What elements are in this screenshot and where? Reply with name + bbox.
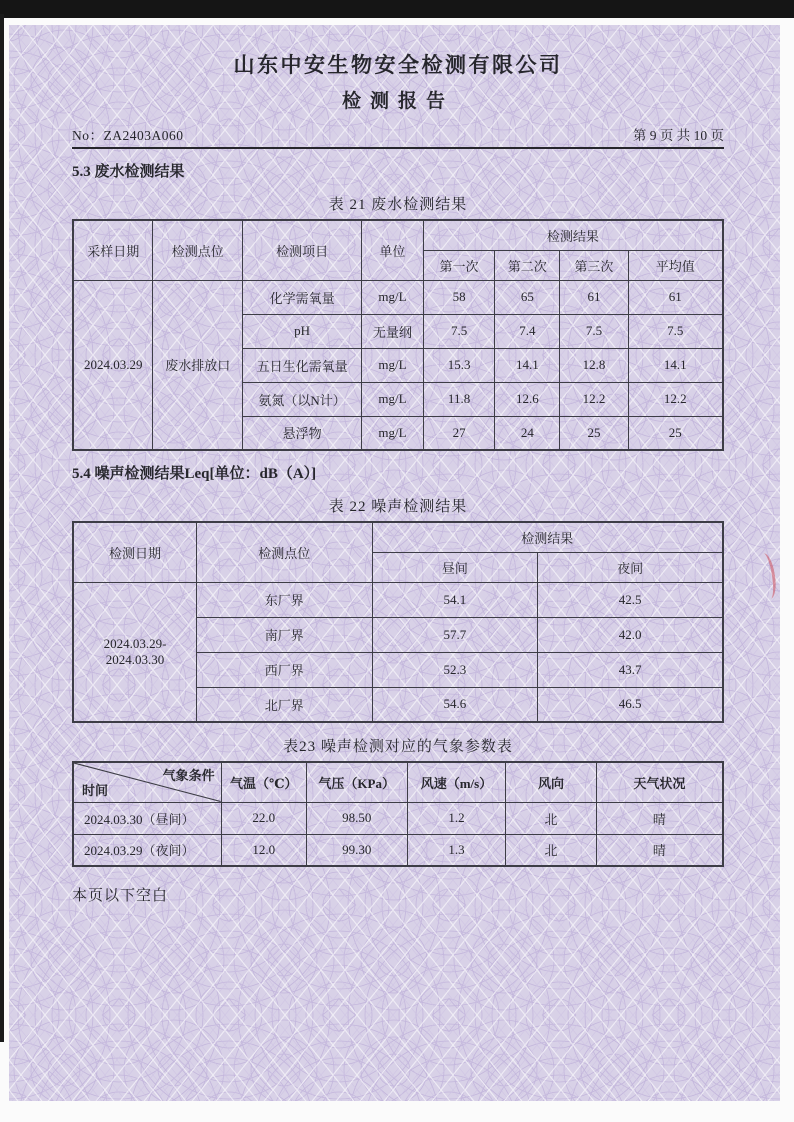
t21-r1: 15.3	[423, 348, 495, 382]
t21-unit: mg/L	[362, 280, 424, 314]
t21-avg: 61	[628, 280, 723, 314]
t23-h-weather-condition: 气象条件	[162, 768, 215, 783]
t21-item: 五日生化需氧量	[243, 348, 362, 382]
t23-temp: 22.0	[221, 802, 306, 834]
table23-header-row	[73, 762, 723, 802]
t21-r2: 12.6	[495, 382, 560, 416]
table-row	[73, 280, 723, 314]
t21-r1: 58	[423, 280, 495, 314]
t22-day: 54.6	[372, 687, 538, 722]
table-row	[73, 802, 723, 834]
t21-item: pH	[243, 314, 362, 348]
report-number-value: ZA2403A060	[103, 128, 184, 143]
t23-weather: 晴	[596, 834, 723, 866]
t21-h-sample-date: 采样日期	[73, 220, 153, 280]
t21-unit: 无量纲	[362, 314, 424, 348]
t22-day: 57.7	[372, 617, 538, 652]
section-5-4-heading: 5.4 噪声检测结果Leq[单位：dB（A）]	[72, 466, 317, 482]
t21-avg: 12.2	[628, 382, 723, 416]
table21-wastewater-results	[72, 219, 724, 451]
t21-item: 化学需氧量	[243, 280, 362, 314]
t21-unit: mg/L	[362, 416, 424, 450]
t23-h-wind-dir: 风向	[506, 762, 596, 802]
table-row	[73, 834, 723, 866]
t22-night: 46.5	[538, 687, 723, 722]
t21-r3: 61	[560, 280, 628, 314]
t21-sample-date: 2024.03.29	[73, 280, 153, 450]
report-number-label: No：	[72, 128, 104, 143]
table22-noise-results	[72, 521, 724, 723]
t22-point: 南厂界	[197, 617, 373, 652]
t21-h-third: 第三次	[560, 250, 628, 280]
t21-unit: mg/L	[362, 348, 424, 382]
t21-unit: mg/L	[362, 382, 424, 416]
t23-wind-speed: 1.2	[407, 802, 506, 834]
t23-time: 2024.03.30（昼间）	[73, 802, 221, 834]
t21-item: 悬浮物	[243, 416, 362, 450]
t21-r1: 27	[423, 416, 495, 450]
t21-r3: 12.2	[560, 382, 628, 416]
report-meta-row	[72, 124, 724, 149]
table21-header-row-1	[73, 220, 723, 250]
t21-r1: 11.8	[423, 382, 495, 416]
t23-pressure: 99.30	[306, 834, 407, 866]
table21-caption: 表 21 废水检测结果	[328, 197, 468, 213]
scan-edge-left	[0, 14, 4, 1042]
t22-night: 43.7	[538, 652, 723, 687]
t22-date-line2: 2024.03.30	[105, 651, 165, 667]
t21-r2: 65	[495, 280, 560, 314]
table23-caption: 表23 噪声检测对应的气象参数表	[283, 739, 513, 755]
company-name: 山东中安生物安全检测有限公司	[233, 53, 563, 77]
t21-avg: 14.1	[628, 348, 723, 382]
t22-h-result: 检测结果	[372, 522, 723, 552]
table23-weather-parameters	[72, 761, 724, 867]
t21-h-average: 平均值	[628, 250, 723, 280]
t23-pressure: 98.50	[306, 802, 407, 834]
scan-edge-top	[0, 0, 794, 18]
t22-day: 54.1	[372, 582, 538, 617]
report-page	[9, 25, 780, 1101]
t22-h-point: 检测点位	[197, 522, 373, 582]
t23-time: 2024.03.29（夜间）	[73, 834, 221, 866]
t23-wind-speed: 1.3	[407, 834, 506, 866]
table22-caption: 表 22 噪声检测结果	[328, 499, 468, 515]
t21-r3: 7.5	[560, 314, 628, 348]
t21-h-item: 检测项目	[243, 220, 362, 280]
t21-item: 氨氮（以N计）	[243, 382, 362, 416]
t23-h-weather: 天气状况	[596, 762, 723, 802]
t21-r3: 25	[560, 416, 628, 450]
t21-avg: 25	[628, 416, 723, 450]
t22-point: 东厂界	[197, 582, 373, 617]
t21-avg: 7.5	[628, 314, 723, 348]
t21-r2: 7.4	[495, 314, 560, 348]
t23-h-corner	[73, 762, 221, 802]
report-number	[72, 124, 184, 144]
t23-temp: 12.0	[221, 834, 306, 866]
t21-h-unit: 单位	[362, 220, 424, 280]
t23-h-temp: 气温（℃）	[221, 762, 306, 802]
t21-h-first: 第一次	[423, 250, 495, 280]
table-row	[73, 582, 723, 617]
t23-wind-dir: 北	[506, 802, 596, 834]
t21-r1: 7.5	[423, 314, 495, 348]
report-content	[9, 25, 780, 905]
t22-night: 42.0	[538, 617, 723, 652]
t22-date-range	[73, 582, 197, 722]
t22-h-date: 检测日期	[73, 522, 197, 582]
t21-r3: 12.8	[560, 348, 628, 382]
t23-h-time: 时间	[82, 782, 109, 798]
t22-point: 西厂界	[197, 652, 373, 687]
t22-h-night: 夜间	[538, 552, 723, 582]
table22-header-row-1	[73, 522, 723, 552]
t23-h-wind-speed: 风速（m/s）	[407, 762, 506, 802]
section-5-3-heading: 5.3 废水检测结果	[72, 164, 185, 180]
t22-night: 42.5	[538, 582, 723, 617]
t21-h-result: 检测结果	[423, 220, 723, 250]
blank-below-note: 本页以下空白	[72, 888, 169, 904]
t21-point: 废水排放口	[153, 280, 243, 450]
t21-h-second: 第二次	[495, 250, 560, 280]
t22-point: 北厂界	[197, 687, 373, 722]
t22-day: 52.3	[372, 652, 538, 687]
page-number: 第 9 页 共 10 页	[632, 128, 724, 143]
t21-h-point: 检测点位	[153, 220, 243, 280]
t22-date-line1: 2024.03.29-	[103, 635, 167, 651]
t23-wind-dir: 北	[506, 834, 596, 866]
report-title: 检测报告	[341, 91, 454, 112]
t21-r2: 24	[495, 416, 560, 450]
t23-h-pressure: 气压（KPa）	[306, 762, 407, 802]
t23-weather: 晴	[596, 802, 723, 834]
t22-h-day: 昼间	[372, 552, 538, 582]
t21-r2: 14.1	[495, 348, 560, 382]
